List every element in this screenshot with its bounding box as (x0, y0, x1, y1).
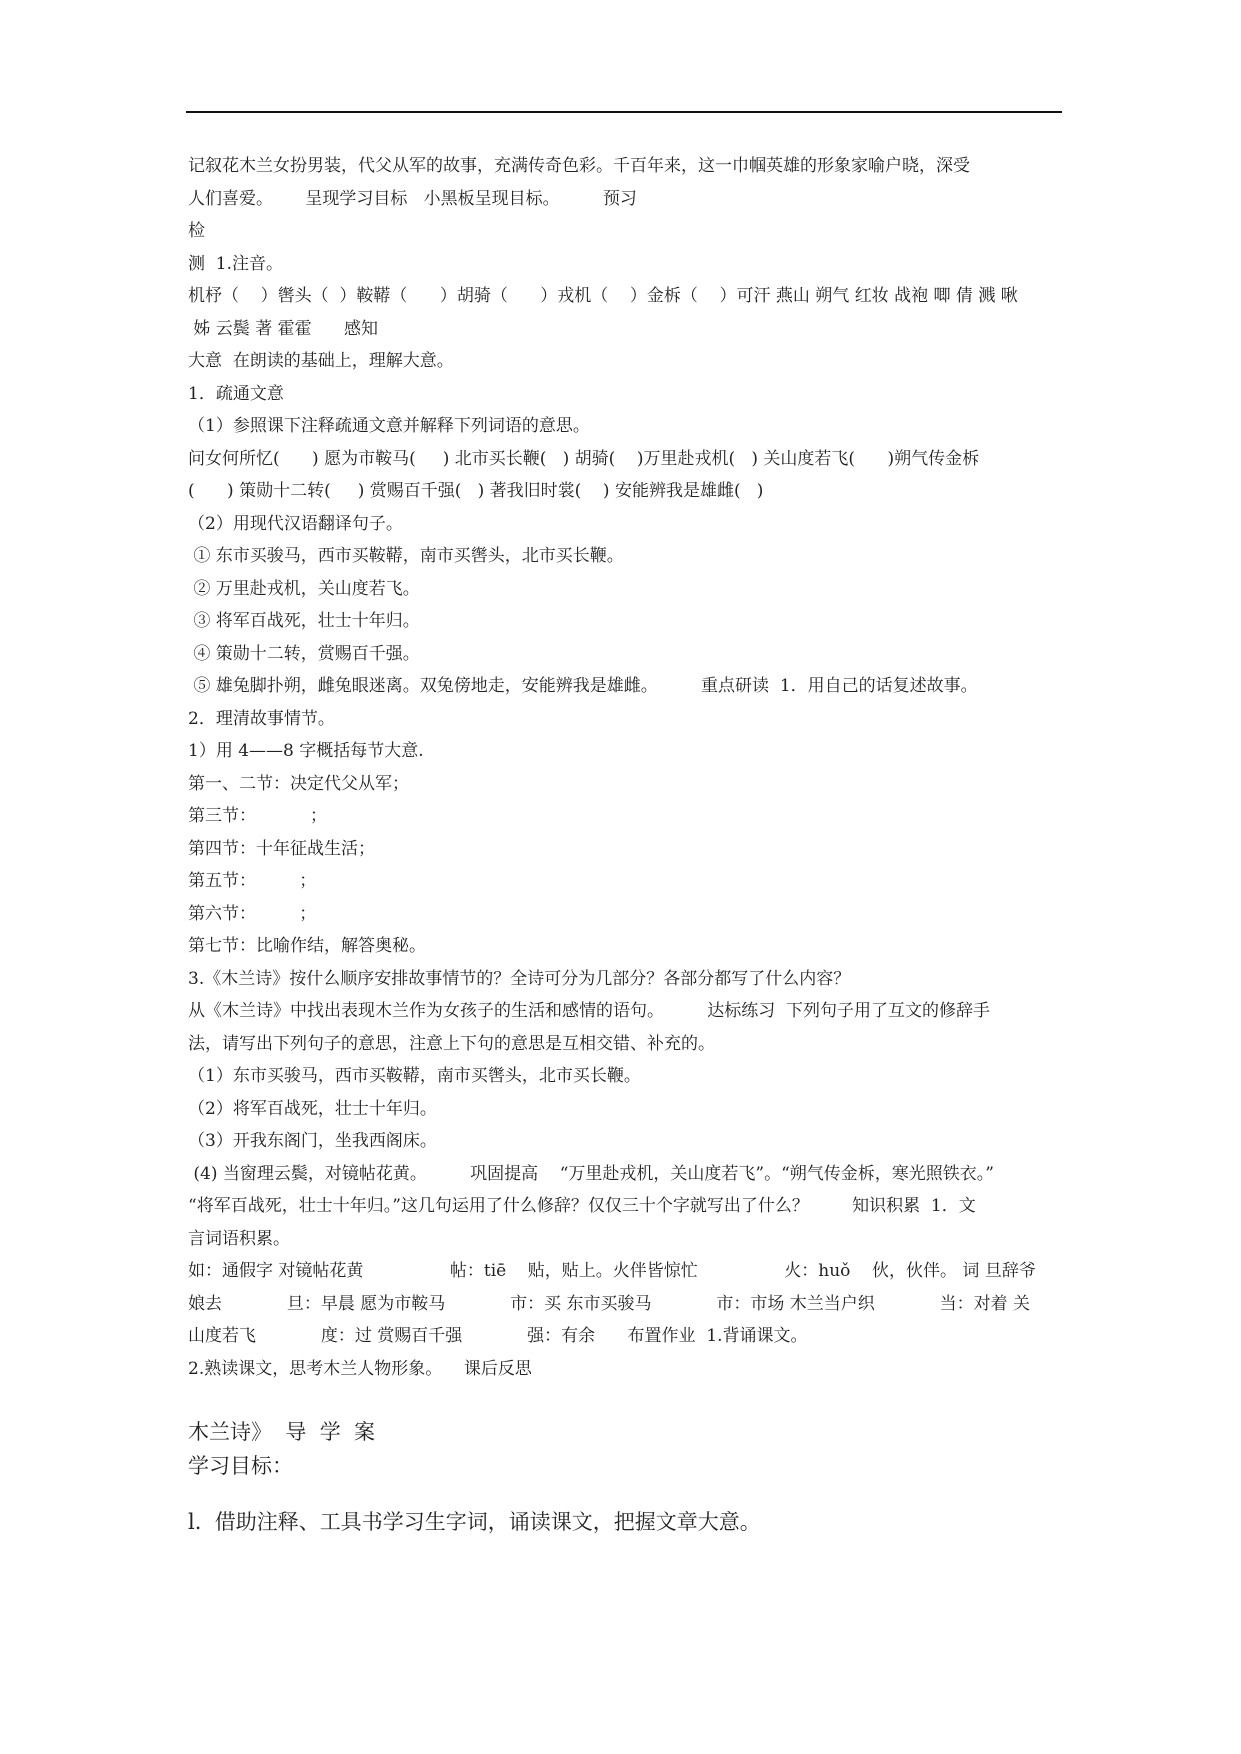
text-line: ② 万里赴戎机，关山度若飞。 (188, 578, 420, 599)
text-line: 记叙花木兰女扮男装，代父从军的故事，充满传奇色彩。千百年来，这一巾帼英雄的形象家喻户晓，深受 (188, 156, 970, 176)
section-heading: 木兰诗》 导 学 案 (188, 1420, 376, 1444)
text-line: 机杼（ ）辔头（ ）鞍鞯（ ）胡骑（ ）戎机（ ）金柝（ ）可汗 燕山 朔气 红妆 战袍 唧 倩 溅 啾 (188, 286, 1018, 306)
header-rule (186, 111, 1062, 113)
text-line: ④ 策勋十二转，赏赐百千强。 (188, 643, 420, 664)
text-line: 第三节： ； (188, 806, 328, 826)
text-line: 从《木兰诗》中找出表现木兰作为女孩子的生活和感情的语句。 达标练习 下列句子用了互文的修辞手 (188, 1001, 991, 1021)
text-line: (4) 当窗理云鬓，对镜帖花黄。 巩固提高 “万里赴戎机，关山度若飞”。“朔气传金柝，寒光照铁衣。” (188, 1163, 994, 1184)
text-line: （3）开我东阁门，坐我西阁床。 (188, 1131, 437, 1151)
section-gap (188, 1385, 1058, 1415)
text-line: （1）东市买骏马，西市买鞍鞯，南市买辔头，北市买长鞭。 (188, 1066, 641, 1086)
text-line: 2.熟读课文，思考木兰人物形象。 课后反思 (188, 1358, 532, 1379)
text-line: 姊 云鬓 著 霍霍 感知 (188, 318, 379, 339)
text-line: 娘去 旦：早晨 愿为市鞍马 市：买 东市买骏马 市：市场 木兰当户织 当：对着 关 (188, 1293, 1030, 1314)
text-line: 3.《木兰诗》按什么顺序安排故事情节的？全诗可分为几部分？各部分都写了什么内容？ (188, 968, 851, 989)
text-line: 第一、二节：决定代父从军； (188, 773, 409, 794)
text-line: 第七节：比喻作结，解答奥秘。 (188, 936, 426, 956)
text-line: 1．疏通文意 (188, 383, 284, 404)
text-line: 言词语积累。 (188, 1228, 290, 1249)
text-line: 第六节： ； (188, 903, 317, 924)
text-line: 如：通假字 对镜帖花黄 帖：tiē 贴，贴上。火伴皆惊忙 火：huǒ 伙，伙伴。 词 旦辞爷 (188, 1261, 1036, 1281)
text-line: 大意 在朗读的基础上，理解大意。 (188, 351, 454, 371)
text-line: （2）将军百战死，壮士十年归。 (188, 1098, 437, 1119)
text-line: 第四节：十年征战生活； (188, 838, 375, 859)
text-line: （2）用现代汉语翻译句子。 (188, 513, 403, 534)
document-body (188, 150, 1058, 1539)
text-line: ( ) 策勋十二转( ) 赏赐百千强( ) 著我旧时裳( ) 安能辨我是雄雌( ) (188, 481, 764, 501)
text-line: 山度若飞 度：过 赏赐百千强 强：有余 布置作业 1.背诵课文。 (188, 1326, 808, 1346)
text-line: “将军百战死，壮士十年归。”这几句运用了什么修辞？仅仅三十个字就写出了什么？ 知识积累 1．文 (188, 1196, 976, 1216)
text-line: 人们喜爱。 呈现学习目标 小黑板呈现目标。 预习 (188, 188, 637, 209)
text-line: ⑤ 雄兔脚扑朔，雌兔眼迷离。双兔傍地走，安能辨我是雄雌。 重点研读 1．用自己的话复述故事。 (188, 676, 978, 696)
text-line: 2．理清故事情节。 (188, 708, 335, 729)
text-line: 法，请写出下列句子的意思，注意上下句的意思是互相交错、补充的。 (188, 1033, 715, 1054)
text-line: 第五节： ； (188, 871, 317, 891)
text-line: 问女何所忆( ) 愿为市鞍马( ) 北市买长鞭( ) 胡骑( )万里赴戎机( ) 关山度若飞( )朔气传金柝 (188, 448, 980, 469)
text-line: 测 1.注音。 (188, 253, 284, 274)
learning-goal-item: l. 借助注释、工具书学习生字词，诵读课文，把握文章大意。 (188, 1510, 761, 1534)
text-line: ③ 将军百战死，壮士十年归。 (188, 611, 420, 631)
text-line: 检 (188, 221, 205, 241)
text-line: （1）参照课下注释疏通文意并解释下列词语的意思。 (188, 416, 590, 436)
text-line: ① 东市买骏马，西市买鞍鞯，南市买辔头，北市买长鞭。 (188, 546, 624, 566)
section-subheading: 学习目标： (188, 1454, 293, 1478)
text-line: 1）用 4——8 字概括每节大意. (188, 741, 424, 761)
